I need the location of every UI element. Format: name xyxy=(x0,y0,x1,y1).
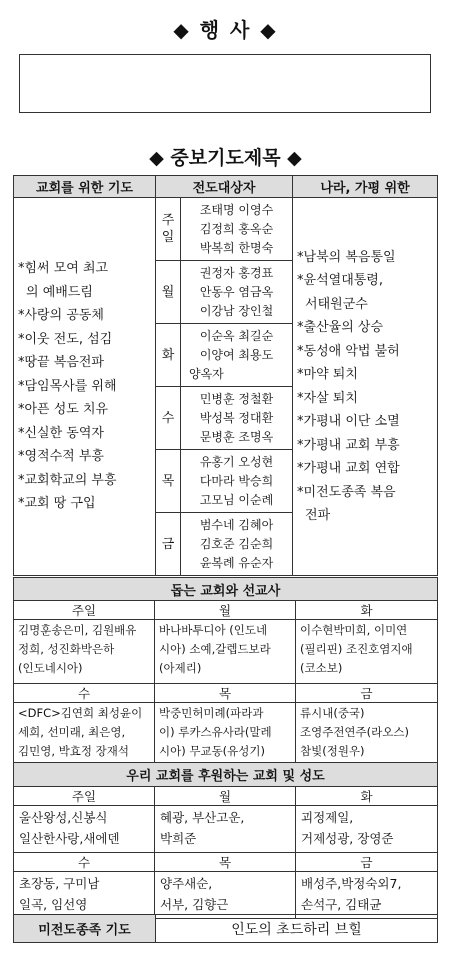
missions-cell xyxy=(296,620,438,684)
supporters-title: 우리 교회를 후원하는 교회 및 성도 xyxy=(14,763,438,787)
church-header: 교회를 위한 기도 xyxy=(14,176,156,198)
supporters-cell xyxy=(14,872,155,919)
supporters-cell xyxy=(296,806,438,853)
day-label: 목 xyxy=(155,684,296,703)
supporters-cell xyxy=(155,872,296,919)
missions-cell xyxy=(155,703,296,767)
list-item: *사랑의 공동체 xyxy=(18,308,104,324)
cell-line: 김민영, 박효정 장재석 xyxy=(18,744,129,758)
supporters-cell xyxy=(296,872,438,919)
day-label: 월 xyxy=(155,787,296,806)
cell-line: 울산왕성,신봉식 xyxy=(19,810,108,825)
cell-line: 초장동, 구미남 xyxy=(19,876,100,891)
list-item: *미전도종족 복음 xyxy=(297,484,396,500)
unreached-value: 인도의 초드하리 브힐 xyxy=(156,915,438,943)
name-line: 권정자 홍경표 xyxy=(199,265,274,280)
cell-line: 이) 루카스유사라(말레 xyxy=(159,725,272,739)
cell-line: 정희, 성진화박은하 xyxy=(18,642,115,656)
name-line: 범수네 김혜아 xyxy=(199,517,274,532)
nation-prayer-list xyxy=(293,198,438,576)
list-item: *동성애 악법 불허 xyxy=(297,343,400,359)
day-label: 금 xyxy=(296,853,438,872)
evangelism-names xyxy=(181,450,293,513)
evangelism-names xyxy=(181,387,293,450)
cell-line: 거제성광, 장영준 xyxy=(301,831,394,846)
cell-line: 김명훈송은미, 김원배유 xyxy=(18,623,137,637)
list-item: *아픈 성도 치유 xyxy=(18,402,109,418)
cell-line: 바나바투디아 (인도네 xyxy=(159,623,268,637)
cell-line: <DFC>김연희 최성윤이 xyxy=(18,706,143,720)
name-line: 민병훈 정철환 xyxy=(199,391,274,406)
day-label: 화 xyxy=(296,601,438,620)
prayer-title: ◆ 중보기도제목 ◆ xyxy=(149,147,302,169)
cell-line: 배성주,박정숙외7, xyxy=(301,876,402,891)
list-item: *가평내 교회 부흥 xyxy=(297,437,400,453)
cell-line: 일산한사랑,새에덴 xyxy=(19,831,120,846)
evangelism-names xyxy=(181,324,293,387)
name-line: 이강남 장인철 xyxy=(199,303,274,318)
cell-line: 세희, 선미래, 최은영, xyxy=(18,725,126,739)
list-item: 의 예배드림 xyxy=(26,284,93,300)
list-item: *자살 퇴치 xyxy=(297,390,358,406)
evangelism-names xyxy=(181,261,293,324)
day-label: 목 xyxy=(155,853,296,872)
missions-title: 돕는 교회와 선교사 xyxy=(14,578,438,601)
day-label: 수 xyxy=(14,853,155,872)
day-label: 월 xyxy=(155,601,296,620)
missions-cell xyxy=(296,703,438,767)
list-item: *가평내 이단 소멸 xyxy=(297,414,400,429)
name-line: 유홍기 오성현 xyxy=(199,454,274,469)
nation-header: 나라, 가평 위한 xyxy=(293,176,438,198)
list-item: *신실한 동역자 xyxy=(18,425,104,441)
name-line: 안동우 염금옥 xyxy=(199,284,274,299)
list-item: *마약 퇴치 xyxy=(297,367,358,382)
list-item: 전파 xyxy=(305,508,331,523)
cell-line: 박희준 xyxy=(160,831,197,846)
list-item: *이웃 전도, 섬김 xyxy=(18,331,113,347)
name-line: 다마라 박승희 xyxy=(199,473,274,488)
list-item: *힘써 모여 최고 xyxy=(18,261,109,277)
cell-line: 양주새순, xyxy=(160,876,213,891)
name-line: 양옥자 xyxy=(189,366,224,381)
unreached-label: 미전도종족 기도 xyxy=(14,915,156,943)
name-line: 문병훈 조명옥 xyxy=(199,429,274,444)
evangelism-header: 전도대상자 xyxy=(156,176,293,198)
cell-line: 이수현박미희, 이미연 xyxy=(300,623,408,637)
day-label: 주 일 xyxy=(156,198,181,261)
name-line: 고모님 이순례 xyxy=(199,492,274,507)
list-item: 서태원군수 xyxy=(305,296,368,312)
list-item: *땅끝 복음전파 xyxy=(18,355,104,371)
cell-line: 서부, 김향근 xyxy=(160,897,229,912)
list-item: *담임목사를 위해 xyxy=(18,378,117,394)
day-label: 수 xyxy=(14,684,155,703)
event-box xyxy=(19,54,431,113)
list-item: *영적수적 부흥 xyxy=(18,449,104,465)
list-item: *교회 땅 구입 xyxy=(18,496,96,512)
cell-line: (아제리) xyxy=(159,661,202,675)
day-label: 금 xyxy=(156,513,181,576)
event-title: ◆ 행 사 ◆ xyxy=(173,18,278,42)
list-item: *남북의 복음통일 xyxy=(297,249,396,265)
day-label: 금 xyxy=(296,684,438,703)
list-item: *출산율의 상승 xyxy=(297,320,383,335)
day-label: 수 xyxy=(156,387,181,450)
day-label: 주일 xyxy=(14,787,155,806)
day-label: 화 xyxy=(296,787,438,806)
missions-cell xyxy=(14,620,155,684)
missions-cell xyxy=(14,703,155,767)
prayer-table xyxy=(13,175,438,576)
day-label: 월 xyxy=(156,261,181,324)
name-line: 윤복례 유순자 xyxy=(199,555,274,570)
cell-line: (인도네시아) xyxy=(18,661,83,675)
name-line: 김정희 홍옥순 xyxy=(199,221,274,236)
day-label: 화 xyxy=(156,324,181,387)
cell-line: 혜광, 부산고운, xyxy=(160,810,245,825)
cell-line: 박중민허미례(파라과 xyxy=(159,706,264,720)
supporters-cell xyxy=(155,806,296,853)
cell-line: 참빛(정원우) xyxy=(300,744,365,758)
day-label: 주일 xyxy=(14,601,155,620)
name-line: 이양여 최용도 xyxy=(199,347,274,362)
cell-line: 조영주전연주(라오스) xyxy=(300,725,409,739)
cell-line: (코소보) xyxy=(300,661,343,675)
church-prayer-list xyxy=(14,198,156,576)
name-line: 이순옥 최길순 xyxy=(199,328,274,343)
evangelism-names xyxy=(181,198,293,261)
evangelism-names xyxy=(181,513,293,576)
name-line: 박성복 정대환 xyxy=(199,410,274,425)
cell-line: 시아) 무교동(유성기) xyxy=(159,744,265,758)
unreached-table xyxy=(13,914,438,943)
cell-line: 손석구, 김태균 xyxy=(301,897,382,912)
cell-line: 일곡, 임선영 xyxy=(19,897,88,912)
missions-cell xyxy=(155,620,296,684)
cell-line: 시아) 소예,갈렙드보라 xyxy=(159,642,271,656)
supporters-cell xyxy=(14,806,155,853)
name-line: 김호준 김순희 xyxy=(199,536,274,551)
day-label: 목 xyxy=(156,450,181,513)
cell-line: 괴정제일, xyxy=(301,810,354,825)
list-item: *교회학교의 부흥 xyxy=(18,472,117,488)
name-line: 박복희 한명숙 xyxy=(199,240,274,255)
name-line: 조태명 이영수 xyxy=(199,202,274,217)
cell-line: (필리핀) 조진호염지애 xyxy=(300,642,413,656)
cell-line: 류시내(중국) xyxy=(300,706,365,720)
supporters-table xyxy=(13,762,438,919)
list-item: *윤석열대통령, xyxy=(297,273,383,288)
list-item: *가평내 교회 연합 xyxy=(297,461,400,476)
missions-table xyxy=(13,577,438,767)
